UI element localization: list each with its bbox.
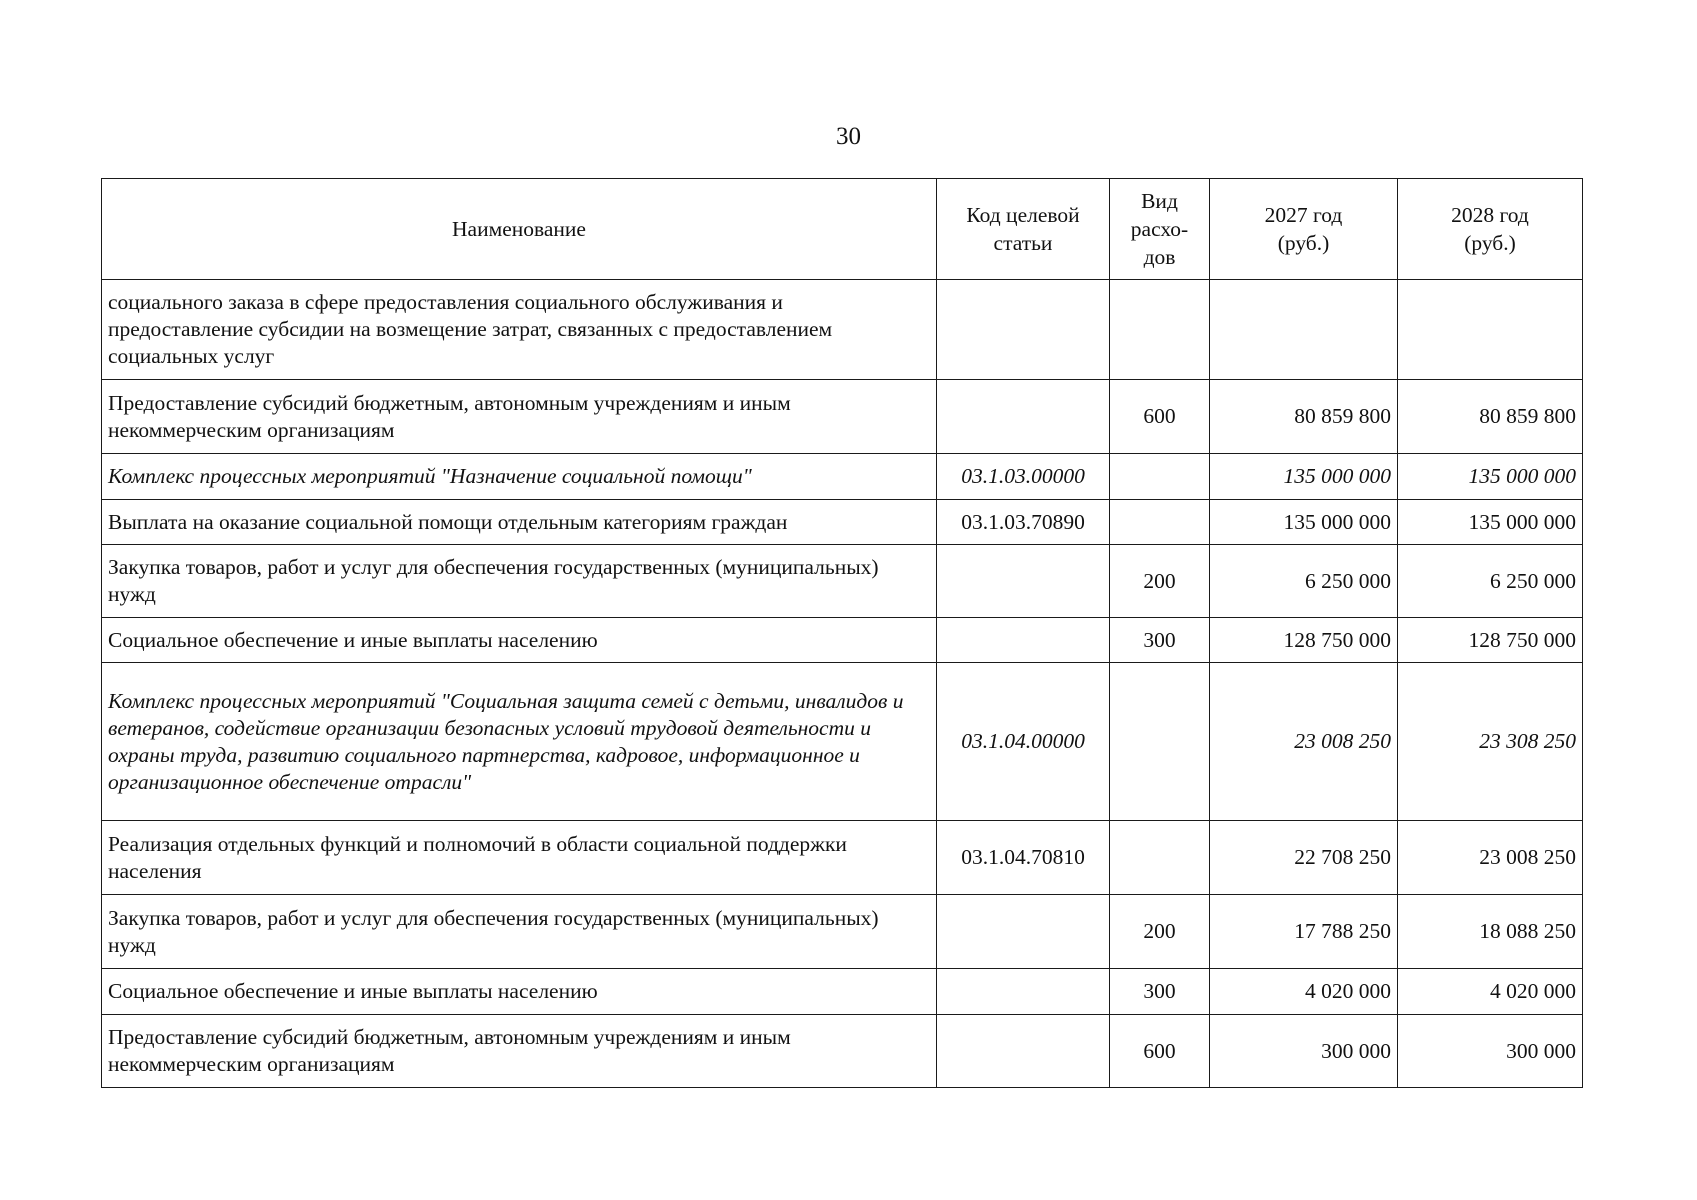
row-name: социального заказа в сфере предоставления социального обслуживания и предоставление субсидии на возмещение затрат, связанных с предоставлением социальных услуг xyxy=(102,280,937,380)
row-2028: 128 750 000 xyxy=(1398,618,1583,663)
row-type xyxy=(1110,500,1210,545)
row-2028: 23 308 250 xyxy=(1398,663,1583,821)
header-code: Код целевой статьи xyxy=(937,179,1110,280)
header-type: Вид расхо- дов xyxy=(1110,179,1210,280)
row-2027: 135 000 000 xyxy=(1210,500,1398,545)
row-name: Закупка товаров, работ и услуг для обеспечения государственных (муниципальных) нужд xyxy=(102,545,937,618)
row-name: Предоставление субсидий бюджетным, автономным учреждениям и иным некоммерческим организациям xyxy=(102,1015,937,1088)
table-header-row xyxy=(102,179,1583,280)
row-2027: 80 859 800 xyxy=(1210,380,1398,454)
table-body xyxy=(102,280,1583,1088)
row-name: Социальное обеспечение и иные выплаты населению xyxy=(102,969,937,1015)
table-row xyxy=(102,454,1583,500)
table-row xyxy=(102,280,1583,380)
row-2027: 6 250 000 xyxy=(1210,545,1398,618)
row-name: Социальное обеспечение и иные выплаты населению xyxy=(102,618,937,663)
row-2027: 300 000 xyxy=(1210,1015,1398,1088)
table-row xyxy=(102,969,1583,1015)
row-type xyxy=(1110,821,1210,895)
header-2027: 2027 год (руб.) xyxy=(1210,179,1398,280)
row-name: Комплекс процессных мероприятий "Социальная защита семей с детьми, инвалидов и ветеранов, содействие организации безопасных условий трудовой деятельности и охраны труда, развитию социального партнерства, кадровое, информационное и организационное обеспечение отрасли" xyxy=(102,663,937,821)
table-row xyxy=(102,895,1583,969)
header-2028: 2028 год (руб.) xyxy=(1398,179,1583,280)
row-code: 03.1.03.70890 xyxy=(937,500,1110,545)
row-name: Предоставление субсидий бюджетным, автономным учреждениям и иным некоммерческим организациям xyxy=(102,380,937,454)
row-2027: 23 008 250 xyxy=(1210,663,1398,821)
page-number: 30 xyxy=(836,123,861,150)
row-2028: 6 250 000 xyxy=(1398,545,1583,618)
row-type xyxy=(1110,663,1210,821)
table-row xyxy=(102,821,1583,895)
row-2028: 135 000 000 xyxy=(1398,500,1583,545)
row-type: 200 xyxy=(1110,545,1210,618)
row-type: 600 xyxy=(1110,380,1210,454)
row-name: Реализация отдельных функций и полномочий в области социальной поддержки населения xyxy=(102,821,937,895)
table-row xyxy=(102,663,1583,821)
row-type xyxy=(1110,280,1210,380)
table-row xyxy=(102,1015,1583,1088)
row-code xyxy=(937,545,1110,618)
row-2028: 23 008 250 xyxy=(1398,821,1583,895)
row-code xyxy=(937,1015,1110,1088)
row-type: 300 xyxy=(1110,969,1210,1015)
row-code xyxy=(937,969,1110,1015)
row-2027: 135 000 000 xyxy=(1210,454,1398,500)
row-2028 xyxy=(1398,280,1583,380)
row-code xyxy=(937,380,1110,454)
row-name: Закупка товаров, работ и услуг для обеспечения государственных (муниципальных) нужд xyxy=(102,895,937,969)
row-type: 600 xyxy=(1110,1015,1210,1088)
row-code: 03.1.03.00000 xyxy=(937,454,1110,500)
row-code xyxy=(937,895,1110,969)
row-2027: 4 020 000 xyxy=(1210,969,1398,1015)
row-type: 300 xyxy=(1110,618,1210,663)
row-name: Выплата на оказание социальной помощи отдельным категориям граждан xyxy=(102,500,937,545)
table-row xyxy=(102,500,1583,545)
budget-table xyxy=(101,178,1583,1088)
row-2028: 135 000 000 xyxy=(1398,454,1583,500)
row-2027: 17 788 250 xyxy=(1210,895,1398,969)
table-row xyxy=(102,618,1583,663)
row-2027 xyxy=(1210,280,1398,380)
row-name: Комплекс процессных мероприятий "Назначение социальной помощи" xyxy=(102,454,937,500)
row-type xyxy=(1110,454,1210,500)
row-2027: 128 750 000 xyxy=(1210,618,1398,663)
row-code xyxy=(937,280,1110,380)
row-code: 03.1.04.70810 xyxy=(937,821,1110,895)
row-2027: 22 708 250 xyxy=(1210,821,1398,895)
row-2028: 80 859 800 xyxy=(1398,380,1583,454)
row-2028: 18 088 250 xyxy=(1398,895,1583,969)
row-2028: 300 000 xyxy=(1398,1015,1583,1088)
row-code: 03.1.04.00000 xyxy=(937,663,1110,821)
row-2028: 4 020 000 xyxy=(1398,969,1583,1015)
row-type: 200 xyxy=(1110,895,1210,969)
table-row xyxy=(102,380,1583,454)
row-code xyxy=(937,618,1110,663)
table-row xyxy=(102,545,1583,618)
header-name: Наименование xyxy=(102,179,937,280)
